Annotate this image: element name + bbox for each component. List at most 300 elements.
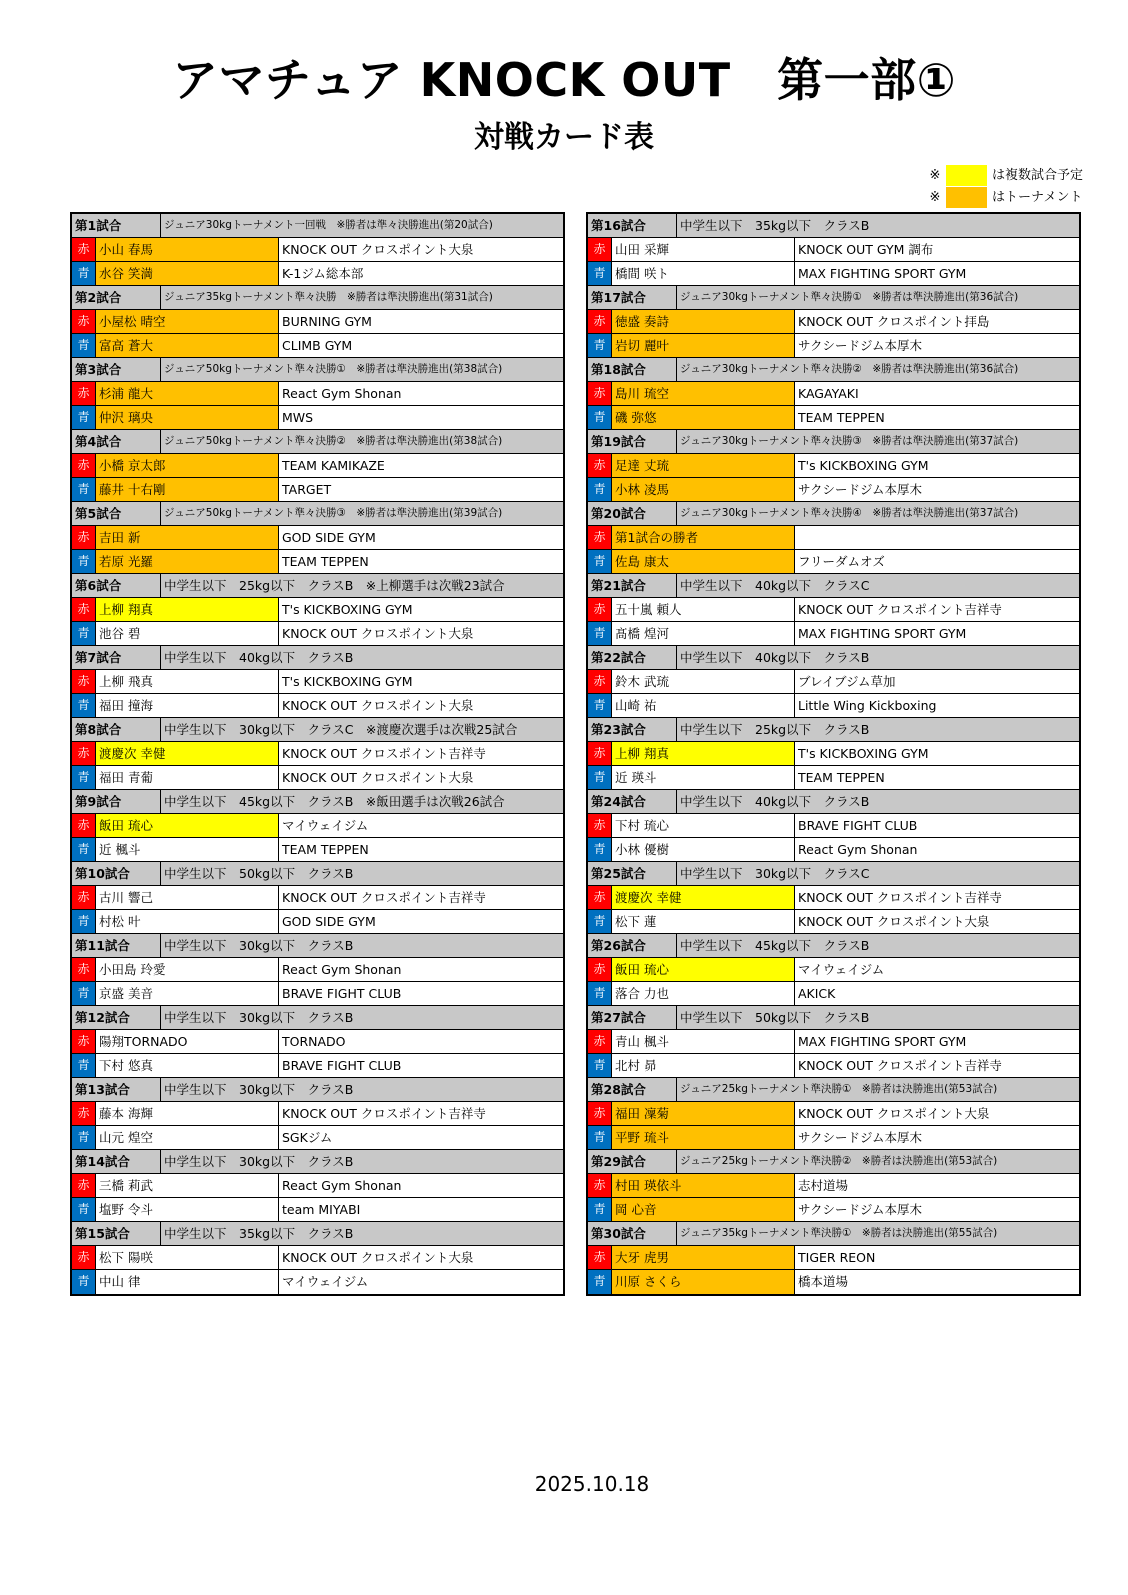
fighter-row-blue (72, 1270, 563, 1294)
blue-corner-badge: 青 (588, 262, 612, 285)
fighter-name: 京盛 美音 (96, 982, 279, 1005)
blue-corner-badge: 青 (588, 1126, 612, 1149)
fighter-gym: マイウェイジム (279, 814, 563, 837)
red-corner-badge: 赤 (588, 742, 612, 765)
fighter-gym: 橋本道場 (795, 1270, 1079, 1294)
red-corner-badge: 赤 (72, 958, 96, 981)
red-corner-badge: 赤 (588, 526, 612, 549)
fighter-row-red (72, 1246, 563, 1270)
bout-info: 中学生以下 35kg以下 クラスB (164, 1226, 354, 1241)
bout-info: 中学生以下 45kg以下 クラスB ※飯田選手は次戦26試合 (164, 794, 505, 809)
fighter-name: 杉浦 龍大 (96, 382, 279, 405)
fighter-gym: KNOCK OUT クロスポイント大泉 (795, 910, 1079, 933)
blue-corner-badge: 青 (72, 694, 96, 717)
red-corner-badge: 赤 (72, 742, 96, 765)
fighter-name: 仲沢 璃央 (96, 406, 279, 429)
fighter-name: 山崎 祐 (612, 694, 795, 717)
fighter-name: 陽翔TORNADO (96, 1030, 279, 1053)
red-corner-badge: 赤 (72, 1102, 96, 1125)
fighter-name: 渡慶次 幸健 (612, 886, 795, 909)
bout-info: ジュニア25kgトーナメント準決勝① ※勝者は決勝進出(第53試合) (680, 1083, 998, 1095)
fighter-row-blue (588, 622, 1079, 646)
red-corner-badge: 赤 (588, 958, 612, 981)
fighter-gym: KNOCK OUT クロスポイント吉祥寺 (795, 1054, 1079, 1077)
fighter-name: 島川 琉空 (612, 382, 795, 405)
fighter-gym: KNOCK OUT クロスポイント大泉 (795, 1102, 1079, 1125)
fighter-name: 近 瑛斗 (612, 766, 795, 789)
bout-info: ジュニア35kgトーナメント準々決勝 ※勝者は準決勝進出(第31試合) (164, 291, 493, 303)
fighter-gym: 志村道場 (795, 1174, 1079, 1197)
bout-number: 第26試合 (588, 934, 677, 957)
bout-header (72, 1150, 563, 1174)
bout-header (588, 214, 1079, 238)
fighter-name: 青山 楓斗 (612, 1030, 795, 1053)
bout-header (72, 286, 563, 310)
fighter-row-red (588, 886, 1079, 910)
blue-corner-badge: 青 (72, 1198, 96, 1221)
red-corner-badge: 赤 (588, 1030, 612, 1053)
bout-info: ジュニア50kgトーナメント準々決勝③ ※勝者は準決勝進出(第39試合) (164, 507, 503, 519)
red-corner-badge: 赤 (588, 1174, 612, 1197)
fighter-gym: GOD SIDE GYM (279, 910, 563, 933)
fighter-row-blue (588, 1126, 1079, 1150)
fighter-row-red (588, 670, 1079, 694)
fighter-row-blue (588, 550, 1079, 574)
fighter-gym: TARGET (279, 478, 563, 501)
bout-info: ジュニア30kgトーナメント準々決勝③ ※勝者は準決勝進出(第37試合) (680, 435, 1019, 447)
page-title: アマチュア KNOCK OUT 第一部① (171, 53, 957, 107)
fighter-name: 小屋松 晴空 (96, 310, 279, 333)
fighter-gym: KNOCK OUT クロスポイント大泉 (279, 1246, 563, 1269)
fighter-name: 飯田 琉心 (96, 814, 279, 837)
fighter-name: 上柳 翔真 (612, 742, 795, 765)
fighter-name: 足達 丈琉 (612, 454, 795, 477)
fighter-row-blue (72, 694, 563, 718)
fighter-name: 富高 蒼大 (96, 334, 279, 357)
fighter-name: 平野 琉斗 (612, 1126, 795, 1149)
bout-header (588, 1006, 1079, 1030)
fighter-gym: TEAM TEPPEN (795, 406, 1079, 429)
fighter-name: 北村 昴 (612, 1054, 795, 1077)
bout-number: 第22試合 (588, 646, 677, 669)
legend-text: は複数試合予定 (992, 168, 1084, 183)
fighter-row-blue (588, 766, 1079, 790)
fighter-row-blue (72, 1198, 563, 1222)
fighter-row-blue (72, 1126, 563, 1150)
fighter-row-red (72, 1174, 563, 1198)
fighter-row-blue (72, 334, 563, 358)
event-date: 2025.10.18 (534, 1472, 650, 1496)
bout-header (588, 790, 1079, 814)
fighter-row-blue (72, 550, 563, 574)
fighter-name: 福田 凜菊 (612, 1102, 795, 1125)
blue-corner-badge: 青 (588, 622, 612, 645)
fighter-name: 徳盛 奏詩 (612, 310, 795, 333)
fighter-row-red (72, 670, 563, 694)
blue-corner-badge: 青 (588, 406, 612, 429)
fighter-gym: KNOCK OUT クロスポイント吉祥寺 (279, 1102, 563, 1125)
fighter-gym: T's KICKBOXING GYM (279, 598, 563, 621)
fighter-row-blue (588, 334, 1079, 358)
red-corner-badge: 赤 (72, 454, 96, 477)
fighter-name: 佐島 康太 (612, 550, 795, 573)
bout-number: 第5試合 (72, 502, 161, 525)
blue-corner-badge: 青 (588, 838, 612, 861)
fighter-name: 岡 心音 (612, 1198, 795, 1221)
fighter-row-red (72, 814, 563, 838)
bout-info: 中学生以下 30kg以下 クラスB (164, 1010, 354, 1025)
bout-header (588, 1150, 1079, 1174)
fighter-gym: TEAM TEPPEN (795, 766, 1079, 789)
bout-info: ジュニア30kgトーナメント準々決勝② ※勝者は準決勝進出(第36試合) (680, 363, 1019, 375)
bout-number: 第25試合 (588, 862, 677, 885)
fighter-name: 池谷 碧 (96, 622, 279, 645)
bout-header (588, 286, 1079, 310)
fighter-gym: KNOCK OUT クロスポイント吉祥寺 (279, 742, 563, 765)
fighter-name: 小山 春馬 (96, 238, 279, 261)
bout-number: 第4試合 (72, 430, 161, 453)
fighter-gym: サクシードジム本厚木 (795, 478, 1079, 501)
fighter-row-red (588, 238, 1079, 262)
fighter-name: 飯田 琉心 (612, 958, 795, 981)
blue-corner-badge: 青 (72, 334, 96, 357)
fighter-row-red (588, 742, 1079, 766)
bout-info: 中学生以下 40kg以下 クラスB (164, 650, 354, 665)
bout-number: 第9試合 (72, 790, 161, 813)
fighter-row-blue (588, 1270, 1079, 1294)
bout-info: 中学生以下 30kg以下 クラスC ※渡慶次選手は次戦25試合 (164, 722, 518, 737)
fighter-name: 磯 弥悠 (612, 406, 795, 429)
bout-info: 中学生以下 30kg以下 クラスB (164, 938, 354, 953)
fighter-row-blue (72, 478, 563, 502)
fighter-gym: サクシードジム本厚木 (795, 334, 1079, 357)
fighter-gym: KNOCK OUT クロスポイント吉祥寺 (279, 886, 563, 909)
fighter-gym: TEAM TEPPEN (279, 550, 563, 573)
bout-number: 第3試合 (72, 358, 161, 381)
bout-number: 第21試合 (588, 574, 677, 597)
bout-info: ジュニア35kgトーナメント準決勝① ※勝者は決勝進出(第55試合) (680, 1227, 998, 1239)
blue-corner-badge: 青 (588, 1198, 612, 1221)
fighter-name: 渡慶次 幸健 (96, 742, 279, 765)
blue-corner-badge: 青 (72, 1126, 96, 1149)
red-corner-badge: 赤 (588, 598, 612, 621)
blue-corner-badge: 青 (588, 766, 612, 789)
fighter-row-red (588, 1030, 1079, 1054)
fighter-gym: KNOCK OUT クロスポイント大泉 (279, 694, 563, 717)
blue-corner-badge: 青 (588, 982, 612, 1005)
blue-corner-badge: 青 (588, 478, 612, 501)
fighter-gym: サクシードジム本厚木 (795, 1198, 1079, 1221)
fighter-name: 小橋 京太郎 (96, 454, 279, 477)
fighter-row-blue (72, 406, 563, 430)
fighter-gym: BRAVE FIGHT CLUB (279, 1054, 563, 1077)
legend-swatch-multi (946, 165, 987, 186)
bout-header (588, 1222, 1079, 1246)
fighter-name: 若原 光羅 (96, 550, 279, 573)
fighter-name: 岩切 麗叶 (612, 334, 795, 357)
fighter-row-blue (72, 262, 563, 286)
fighter-row-red (72, 238, 563, 262)
fighter-name: 小田島 玲愛 (96, 958, 279, 981)
bout-header (588, 502, 1079, 526)
fighter-gym: マイウェイジム (279, 1270, 563, 1294)
red-corner-badge: 赤 (588, 382, 612, 405)
fighter-gym: サクシードジム本厚木 (795, 1126, 1079, 1149)
bout-header (588, 646, 1079, 670)
bout-number: 第18試合 (588, 358, 677, 381)
blue-corner-badge: 青 (72, 478, 96, 501)
bout-number: 第7試合 (72, 646, 161, 669)
fighter-gym: CLIMB GYM (279, 334, 563, 357)
red-corner-badge: 赤 (72, 670, 96, 693)
fighter-row-red (72, 958, 563, 982)
fighter-row-blue (588, 1054, 1079, 1078)
bout-info: 中学生以下 50kg以下 クラスB (164, 866, 354, 881)
fighter-gym: TIGER REON (795, 1246, 1079, 1269)
bout-info: ジュニア25kgトーナメント準決勝② ※勝者は決勝進出(第53試合) (680, 1155, 998, 1167)
blue-corner-badge: 青 (588, 334, 612, 357)
red-corner-badge: 赤 (588, 454, 612, 477)
fighter-gym: TEAM KAMIKAZE (279, 454, 563, 477)
fighter-gym: Little Wing Kickboxing (795, 694, 1079, 717)
fighter-row-red (588, 454, 1079, 478)
fighter-name: 福田 青葡 (96, 766, 279, 789)
fighter-name: 下村 悠真 (96, 1054, 279, 1077)
bout-header (72, 862, 563, 886)
blue-corner-badge: 青 (588, 1270, 612, 1294)
bout-table-right (586, 212, 1081, 1296)
fighter-name: 近 楓斗 (96, 838, 279, 861)
fighter-gym: React Gym Shonan (279, 1174, 563, 1197)
fighter-name: 中山 律 (96, 1270, 279, 1294)
bout-info: 中学生以下 40kg以下 クラスB (680, 650, 870, 665)
bout-number: 第17試合 (588, 286, 677, 309)
bout-number: 第16試合 (588, 214, 677, 237)
fighter-gym: TORNADO (279, 1030, 563, 1053)
fighter-gym: KNOCK OUT クロスポイント吉祥寺 (795, 598, 1079, 621)
fighter-row-red (588, 814, 1079, 838)
fighter-gym: マイウェイジム (795, 958, 1079, 981)
fighter-gym: KNOCK OUT クロスポイント大泉 (279, 766, 563, 789)
fighter-row-red (72, 742, 563, 766)
fighter-gym: GOD SIDE GYM (279, 526, 563, 549)
fighter-row-red (588, 1102, 1079, 1126)
bout-info: 中学生以下 40kg以下 クラスC (680, 578, 870, 593)
red-corner-badge: 赤 (72, 1174, 96, 1197)
fighter-row-red (588, 526, 1079, 550)
fighter-gym: React Gym Shonan (279, 382, 563, 405)
bout-header (72, 1078, 563, 1102)
fighter-gym (795, 526, 1079, 549)
bout-number: 第8試合 (72, 718, 161, 741)
fighter-name: 橋間 咲ト (612, 262, 795, 285)
fighter-row-blue (72, 766, 563, 790)
fighter-row-red (72, 310, 563, 334)
fighter-gym: KAGAYAKI (795, 382, 1079, 405)
fighter-gym: BURNING GYM (279, 310, 563, 333)
bout-number: 第10試合 (72, 862, 161, 885)
legend-text: はトーナメント (992, 190, 1083, 205)
fighter-row-red (588, 1246, 1079, 1270)
legend-mark: ※ (929, 190, 941, 205)
red-corner-badge: 赤 (588, 238, 612, 261)
fighter-gym: React Gym Shonan (279, 958, 563, 981)
bout-info: ジュニア30kgトーナメント準々決勝④ ※勝者は準決勝進出(第37試合) (680, 507, 1019, 519)
fighter-name: 塩野 令斗 (96, 1198, 279, 1221)
page-subtitle: 対戦カード表 (474, 120, 654, 155)
fighter-name: 五十嵐 頼人 (612, 598, 795, 621)
red-corner-badge: 赤 (72, 238, 96, 261)
blue-corner-badge: 青 (72, 910, 96, 933)
red-corner-badge: 赤 (588, 814, 612, 837)
fighter-gym: React Gym Shonan (795, 838, 1079, 861)
fighter-row-red (588, 1174, 1079, 1198)
bout-info: 中学生以下 25kg以下 クラスB ※上柳選手は次戦23試合 (164, 578, 505, 593)
fighter-row-blue (588, 478, 1079, 502)
bout-header (72, 790, 563, 814)
bout-number: 第1試合 (72, 214, 161, 237)
red-corner-badge: 赤 (72, 1246, 96, 1269)
bout-header (72, 574, 563, 598)
blue-corner-badge: 青 (72, 406, 96, 429)
bout-header (72, 502, 563, 526)
blue-corner-badge: 青 (72, 1054, 96, 1077)
bout-number: 第12試合 (72, 1006, 161, 1029)
bout-info: 中学生以下 30kg以下 クラスB (164, 1082, 354, 1097)
fighter-gym: KNOCK OUT GYM 調布 (795, 238, 1079, 261)
blue-corner-badge: 青 (72, 262, 96, 285)
fighter-name: 山田 采輝 (612, 238, 795, 261)
fighter-name: 第1試合の勝者 (612, 526, 795, 549)
fighter-row-blue (588, 262, 1079, 286)
fighter-row-red (72, 526, 563, 550)
bout-info: 中学生以下 25kg以下 クラスB (680, 722, 870, 737)
bout-header (72, 430, 563, 454)
bout-header (72, 934, 563, 958)
bout-info: ジュニア30kgトーナメント一回戦 ※勝者は準々決勝進出(第20試合) (164, 219, 493, 231)
bout-info: ジュニア50kgトーナメント準々決勝① ※勝者は準決勝進出(第38試合) (164, 363, 503, 375)
fighter-name: 上柳 翔真 (96, 598, 279, 621)
bout-info: 中学生以下 30kg以下 クラスC (680, 866, 870, 881)
bout-header (72, 718, 563, 742)
fighter-gym: T's KICKBOXING GYM (279, 670, 563, 693)
red-corner-badge: 赤 (588, 310, 612, 333)
fighter-name: 福田 撞海 (96, 694, 279, 717)
fighter-gym: KNOCK OUT クロスポイント拝島 (795, 310, 1079, 333)
fighter-row-red (72, 598, 563, 622)
fighter-row-blue (72, 838, 563, 862)
fighter-row-red (588, 598, 1079, 622)
bout-header (588, 862, 1079, 886)
fighter-row-blue (588, 406, 1079, 430)
red-corner-badge: 赤 (72, 382, 96, 405)
bout-header (72, 358, 563, 382)
bout-table-left (70, 212, 565, 1296)
fighter-name: 上柳 飛真 (96, 670, 279, 693)
fighter-row-blue (588, 982, 1079, 1006)
fighter-name: 三橋 莉武 (96, 1174, 279, 1197)
fighter-name: 山元 煌空 (96, 1126, 279, 1149)
bout-header (588, 934, 1079, 958)
fighter-name: 下村 琉心 (612, 814, 795, 837)
bout-number: 第30試合 (588, 1222, 677, 1245)
bout-info: 中学生以下 45kg以下 クラスB (680, 938, 870, 953)
fighter-row-red (588, 958, 1079, 982)
fighter-gym: BRAVE FIGHT CLUB (279, 982, 563, 1005)
red-corner-badge: 赤 (588, 886, 612, 909)
fighter-name: 藤井 十右剛 (96, 478, 279, 501)
fighter-gym: MWS (279, 406, 563, 429)
bout-number: 第14試合 (72, 1150, 161, 1173)
red-corner-badge: 赤 (588, 1102, 612, 1125)
bout-number: 第23試合 (588, 718, 677, 741)
bout-number: 第27試合 (588, 1006, 677, 1029)
red-corner-badge: 赤 (72, 598, 96, 621)
fighter-row-blue (588, 694, 1079, 718)
bout-number: 第6試合 (72, 574, 161, 597)
fighter-name: 髙橋 煌河 (612, 622, 795, 645)
bout-header (588, 358, 1079, 382)
bout-number: 第28試合 (588, 1078, 677, 1101)
fighter-gym: MAX FIGHTING SPORT GYM (795, 622, 1079, 645)
fighter-row-red (72, 454, 563, 478)
bout-number: 第15試合 (72, 1222, 161, 1245)
fighter-name: 松下 陽咲 (96, 1246, 279, 1269)
fighter-name: 村松 叶 (96, 910, 279, 933)
red-corner-badge: 赤 (588, 670, 612, 693)
blue-corner-badge: 青 (72, 550, 96, 573)
bout-number: 第2試合 (72, 286, 161, 309)
legend-swatch-tournament (946, 187, 987, 208)
bout-number: 第19試合 (588, 430, 677, 453)
fighter-name: 藤本 海輝 (96, 1102, 279, 1125)
fighter-gym: KNOCK OUT クロスポイント大泉 (279, 622, 563, 645)
bout-info: 中学生以下 40kg以下 クラスB (680, 794, 870, 809)
bout-info: ジュニア50kgトーナメント準々決勝② ※勝者は準決勝進出(第38試合) (164, 435, 503, 447)
bout-number: 第24試合 (588, 790, 677, 813)
blue-corner-badge: 青 (588, 1054, 612, 1077)
fighter-gym: フリーダムオズ (795, 550, 1079, 573)
fighter-row-blue (72, 910, 563, 934)
fighter-name: 水谷 笑満 (96, 262, 279, 285)
fighter-name: 川原 さくら (612, 1270, 795, 1294)
red-corner-badge: 赤 (72, 526, 96, 549)
blue-corner-badge: 青 (72, 838, 96, 861)
bout-header (588, 430, 1079, 454)
fighter-name: 鈴木 武琉 (612, 670, 795, 693)
fighter-row-blue (588, 1198, 1079, 1222)
bout-number: 第29試合 (588, 1150, 677, 1173)
fighter-gym: AKICK (795, 982, 1079, 1005)
fighter-row-red (72, 1102, 563, 1126)
fighter-gym: T's KICKBOXING GYM (795, 742, 1079, 765)
bout-number: 第13試合 (72, 1078, 161, 1101)
bout-info: 中学生以下 30kg以下 クラスB (164, 1154, 354, 1169)
red-corner-badge: 赤 (72, 814, 96, 837)
fighter-name: 落合 力也 (612, 982, 795, 1005)
fighter-name: 吉田 新 (96, 526, 279, 549)
fighter-gym: MAX FIGHTING SPORT GYM (795, 1030, 1079, 1053)
fighter-gym: MAX FIGHTING SPORT GYM (795, 262, 1079, 285)
fighter-name: 松下 蓮 (612, 910, 795, 933)
fighter-row-red (72, 1030, 563, 1054)
blue-corner-badge: 青 (588, 550, 612, 573)
fighter-gym: K-1ジム総本部 (279, 262, 563, 285)
bout-header (72, 1222, 563, 1246)
blue-corner-badge: 青 (72, 982, 96, 1005)
bout-number: 第11試合 (72, 934, 161, 957)
fighter-row-blue (72, 622, 563, 646)
